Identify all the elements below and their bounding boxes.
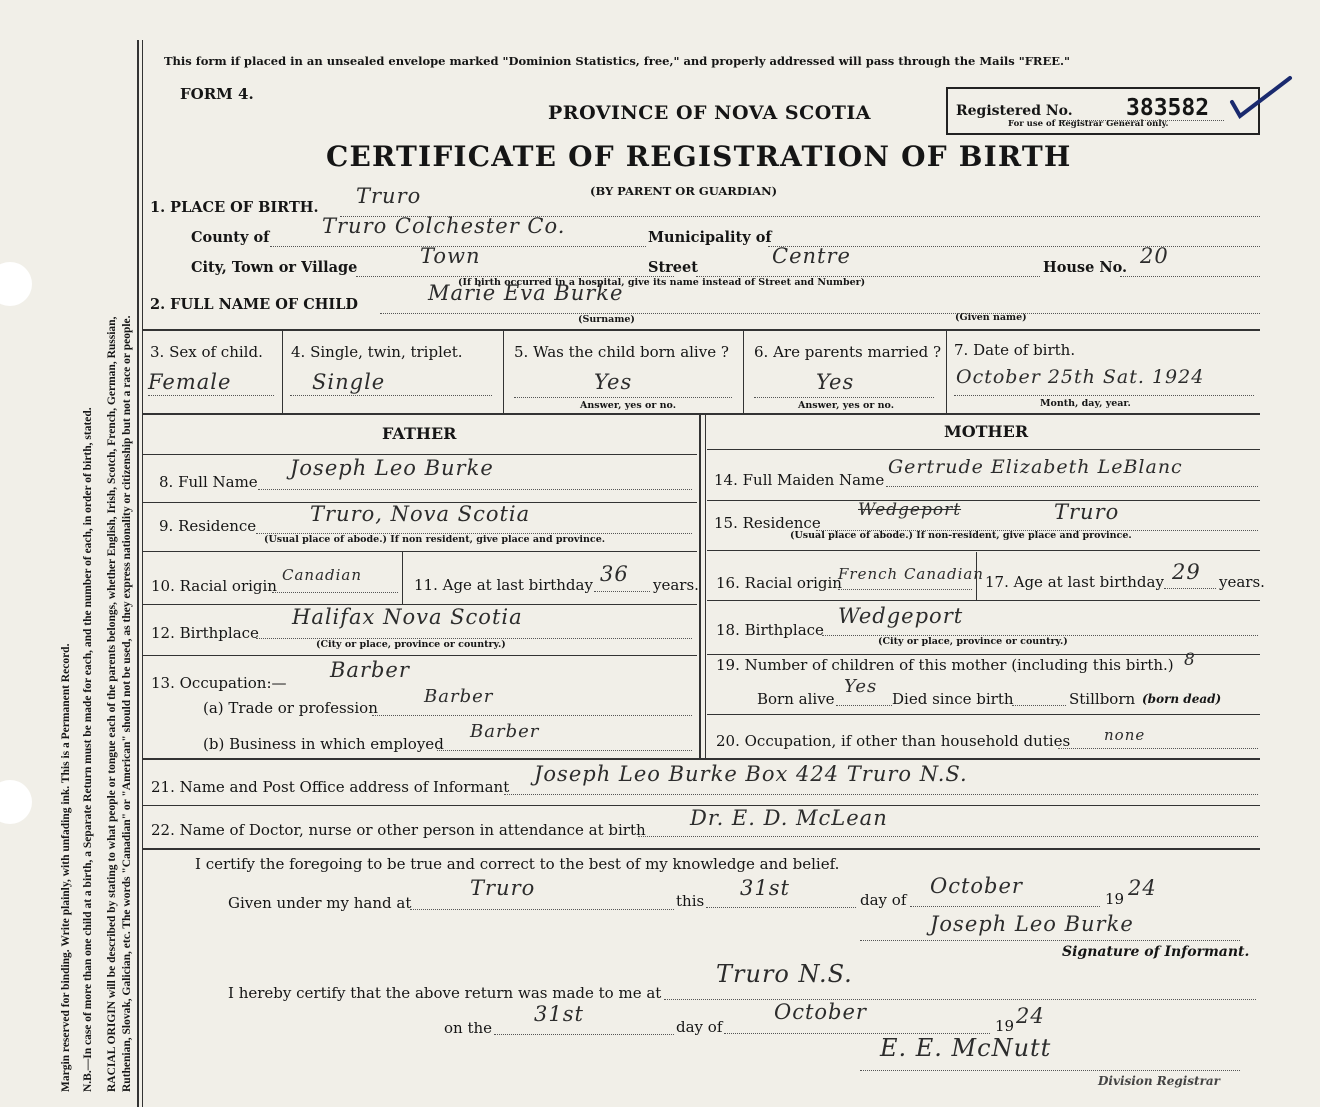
rule xyxy=(143,655,697,656)
mother-racial-origin-line xyxy=(838,589,972,590)
county-value: Truro Colchester Co. xyxy=(322,214,566,238)
mother-heading: MOTHER xyxy=(944,422,1029,441)
page-title: CERTIFICATE OF REGISTRATION OF BIRTH xyxy=(326,140,1072,173)
place-of-birth-label: 1. PLACE OF BIRTH. xyxy=(150,199,319,216)
single-label: 4. Single, twin, triplet. xyxy=(291,343,463,361)
return-day-value: 31st xyxy=(534,1002,584,1026)
municipality-label: Municipality of xyxy=(648,229,772,246)
father-residence-value: Truro, Nova Scotia xyxy=(310,502,531,526)
registrar-label: Division Registrar xyxy=(1098,1074,1220,1088)
married-label: 6. Are parents married ? xyxy=(754,343,942,361)
rule xyxy=(705,415,706,758)
margin-note: N.B.—In case of more than one child at a birth, a Separate Return must be made for each, and the number of each, in order of birth, stated. xyxy=(82,407,94,1092)
house-no-label: House No. xyxy=(1043,259,1128,276)
rule xyxy=(282,331,283,413)
rule xyxy=(707,654,1260,655)
street-value: Centre xyxy=(772,244,851,268)
return-label: I hereby certify that the above return was made to me at xyxy=(228,984,662,1002)
given-under-label: Given under my hand at xyxy=(228,894,412,912)
father-age-label: 11. Age at last birthday xyxy=(414,576,593,594)
father-age-value: 36 xyxy=(600,562,629,586)
mother-occupation-value: none xyxy=(1104,726,1146,744)
return-place-value: Truro N.S. xyxy=(716,960,853,988)
mother-birthplace-label: 18. Birthplace xyxy=(716,621,824,639)
margin-note: Ruthenian, Slovak, Galician, etc. The words "Canadian" or "American" should not be used, as they express nationality or citizenship but not a race or people. xyxy=(121,315,133,1092)
died-label: Died since birth xyxy=(892,690,1014,708)
business-value: Barber xyxy=(470,721,540,742)
mother-birthplace-value: Wedgeport xyxy=(838,604,964,628)
rule xyxy=(707,449,1260,450)
business-label: (b) Business in which employed xyxy=(203,735,444,753)
street-label: Street xyxy=(648,259,698,276)
city-label: City, Town or Village xyxy=(191,259,358,276)
informant-label: 21. Name and Post Office address of Informant xyxy=(151,778,510,796)
single-value: Single xyxy=(312,370,386,394)
day-value: 31st xyxy=(740,876,790,900)
rule xyxy=(503,331,504,413)
informant-signature: Joseph Leo Burke xyxy=(930,912,1134,936)
date-of-birth-label: 7. Date of birth. xyxy=(954,341,1076,359)
mail-notice: This form if placed in an unsealed envelope marked "Dominion Statistics, free," and properly addressed will pass through the Mails "FREE." xyxy=(164,54,1071,68)
mother-name-value: Gertrude Elizabeth LeBlanc xyxy=(888,456,1183,478)
rule xyxy=(707,714,1260,715)
father-racial-origin-value: Canadian xyxy=(282,566,363,584)
house-no-value: 20 xyxy=(1140,244,1169,268)
mother-age-line xyxy=(1164,588,1216,589)
mother-age-value: 29 xyxy=(1172,560,1201,584)
year-value: 24 xyxy=(1128,876,1157,900)
return-day-of-label: day of xyxy=(676,1018,723,1036)
margin-note: RACIAL ORIGIN will be described by stating to what people or tongue each of the parents belongs, whether English, Irish, Scotch, French, German, Russian, xyxy=(106,316,118,1092)
married-note: Answer, yes or no. xyxy=(798,400,895,411)
sex-label: 3. Sex of child. xyxy=(150,343,263,361)
binding-hole xyxy=(0,262,32,306)
mother-name-label: 14. Full Maiden Name xyxy=(714,471,885,489)
father-years-label: years. xyxy=(653,576,699,594)
return-month-value: October xyxy=(774,1000,867,1024)
date-of-birth-note: Month, day, year. xyxy=(1040,398,1131,409)
trade-value: Barber xyxy=(424,686,494,707)
hospital-note: (If birth occurred in a hospital, give its name instead of Street and Number) xyxy=(458,277,866,288)
rule xyxy=(143,758,1260,760)
sex-line xyxy=(148,395,274,396)
day-line xyxy=(706,907,856,908)
mother-years-label: years. xyxy=(1219,573,1265,591)
check-mark-icon xyxy=(1228,72,1298,122)
rule xyxy=(143,551,697,552)
margin-border xyxy=(142,40,143,1107)
on-the-label: on the xyxy=(444,1019,493,1037)
return-year-value: 24 xyxy=(1016,1004,1045,1028)
sex-value: Female xyxy=(148,370,232,394)
born-alive-value: Yes xyxy=(844,676,878,697)
given-place-value: Truro xyxy=(470,876,536,900)
certification-statement: I certify the foregoing to be true and correct to the best of my knowledge and belief. xyxy=(195,855,840,873)
informant-line xyxy=(504,794,1258,795)
mother-birthplace-note: (City or place, province or country.) xyxy=(878,636,1068,647)
mother-residence-value: Truro xyxy=(1054,500,1120,524)
father-occupation-label: 13. Occupation:— xyxy=(151,674,287,692)
mother-racial-origin-label: 16. Racial origin xyxy=(716,574,842,592)
rule xyxy=(699,415,701,758)
rule xyxy=(946,331,947,413)
child-name-value: Marie Eva Burke xyxy=(428,281,624,305)
place-of-birth-value: Truro xyxy=(356,184,422,208)
rule xyxy=(402,552,403,604)
page-subtitle: (BY PARENT OR GUARDIAN) xyxy=(590,184,778,198)
trade-label: (a) Trade or profession xyxy=(203,699,378,717)
father-racial-origin-line xyxy=(272,592,398,593)
married-value: Yes xyxy=(816,370,855,394)
doctor-value: Dr. E. D. McLean xyxy=(690,806,888,830)
date-of-birth-value: October 25th Sat. 1924 xyxy=(956,366,1205,388)
father-name-line xyxy=(258,489,692,490)
mother-occupation-line xyxy=(1058,748,1258,749)
rule xyxy=(743,331,744,413)
mother-name-line xyxy=(886,486,1258,487)
surname-note: (Surname) xyxy=(578,314,635,325)
born-alive-line xyxy=(836,705,892,706)
month-line xyxy=(910,906,1100,907)
registration-box xyxy=(946,87,1260,135)
registrar-note: For use of Registrar General only. xyxy=(1008,119,1169,129)
city-value: Town xyxy=(420,244,481,268)
mother-racial-origin-value: French Canadian xyxy=(838,565,984,583)
father-name-value: Joseph Leo Burke xyxy=(290,456,494,480)
county-label: County of xyxy=(191,229,270,246)
died-line xyxy=(1012,705,1066,706)
children-count-value: 8 xyxy=(1184,650,1196,670)
month-value: October xyxy=(930,874,1023,898)
father-birthplace-label: 12. Birthplace xyxy=(151,624,259,642)
rule xyxy=(143,848,1260,850)
alive-label: 5. Was the child born alive ? xyxy=(514,343,729,361)
born-alive-label: Born alive xyxy=(757,690,835,708)
alive-note: Answer, yes or no. xyxy=(580,400,677,411)
rule xyxy=(143,454,697,455)
rule xyxy=(143,329,1260,331)
father-residence-note: (Usual place of abode.) If non resident, give place and province. xyxy=(264,534,606,545)
given-place-line xyxy=(410,909,674,910)
business-line xyxy=(437,750,692,751)
father-age-line xyxy=(594,591,650,592)
given-name-note: (Given name) xyxy=(955,312,1027,323)
binding-hole xyxy=(0,780,32,824)
single-line xyxy=(290,395,492,396)
return-day-line xyxy=(494,1034,674,1035)
house-no-line xyxy=(1120,276,1260,277)
mother-residence-label: 15. Residence xyxy=(714,514,821,532)
father-birthplace-value: Halifax Nova Scotia xyxy=(292,605,523,629)
father-occupation-value: Barber xyxy=(330,658,410,682)
stillborn-note: (born dead) xyxy=(1142,692,1222,706)
province-title: PROVINCE OF NOVA SCOTIA xyxy=(548,102,872,124)
registrar-line xyxy=(860,1070,1240,1071)
informant-value: Joseph Leo Burke Box 424 Truro N.S. xyxy=(534,762,968,786)
margin-note: Margin reserved for binding. Write plainly, with unfading ink. This is a Permanent Record. xyxy=(60,643,72,1092)
child-name-line xyxy=(380,313,1260,314)
doctor-line xyxy=(638,836,1258,837)
return-year-prefix: 19 xyxy=(995,1017,1015,1035)
signature-label: Signature of Informant. xyxy=(1062,944,1250,960)
date-of-birth-line xyxy=(954,395,1254,396)
day-of-label: day of xyxy=(860,891,907,909)
signature-line xyxy=(860,940,1240,941)
rule xyxy=(707,500,1260,501)
mother-occupation-label: 20. Occupation, if other than household duties xyxy=(716,732,1071,750)
mother-age-label: 17. Age at last birthday xyxy=(985,573,1164,591)
mother-residence-struck: Wedgeport xyxy=(858,500,962,520)
married-line xyxy=(754,397,934,398)
form-number: FORM 4. xyxy=(180,85,254,103)
rule xyxy=(707,550,1260,551)
father-racial-origin-label: 10. Racial origin xyxy=(151,577,277,595)
father-residence-label: 9. Residence xyxy=(159,517,257,535)
this-label: this xyxy=(676,892,705,910)
father-birthplace-note: (City or place, province or country.) xyxy=(316,639,506,650)
trade-line xyxy=(372,715,692,716)
alive-line xyxy=(514,397,732,398)
registered-no-label: Registered No. xyxy=(956,103,1073,119)
rule xyxy=(143,413,1260,415)
return-place-line xyxy=(664,999,1256,1000)
registered-no-value: 383582 xyxy=(1126,95,1210,121)
rule xyxy=(707,600,1260,601)
margin-border xyxy=(137,40,139,1107)
doctor-label: 22. Name of Doctor, nurse or other person in attendance at birth xyxy=(151,821,646,839)
father-name-label: 8. Full Name xyxy=(159,473,258,491)
alive-value: Yes xyxy=(594,370,633,394)
children-count-label: 19. Number of children of this mother (including this birth.) xyxy=(716,656,1174,674)
mother-residence-note: (Usual place of abode.) If non-resident, give place and province. xyxy=(790,530,1132,541)
year-prefix: 19 xyxy=(1105,890,1125,908)
registrar-signature: E. E. McNutt xyxy=(880,1034,1052,1062)
child-name-label: 2. FULL NAME OF CHILD xyxy=(150,296,358,313)
stillborn-label: Stillborn xyxy=(1069,690,1136,708)
father-heading: FATHER xyxy=(382,424,457,443)
